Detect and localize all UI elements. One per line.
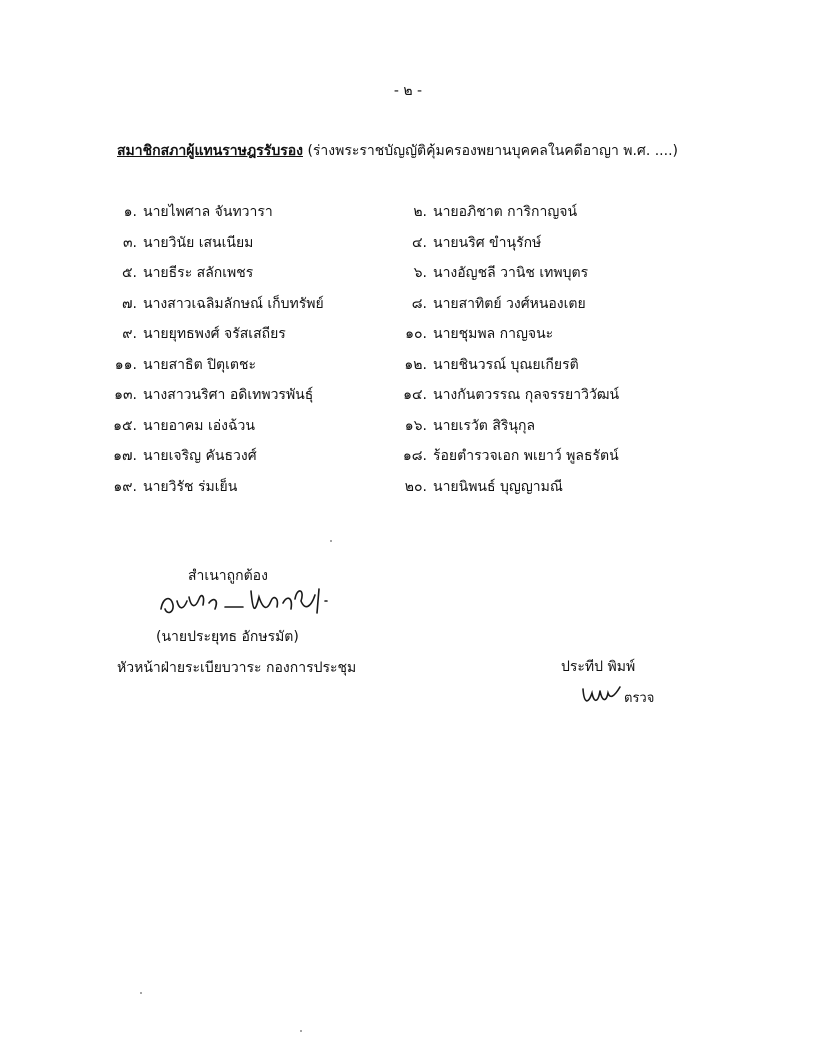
member-number: ๒. xyxy=(413,204,427,220)
heading-subtitle: (ร่างพระราชบัญญัติคุ้มครองพยานบุคคลในคดีอาญา พ.ศ. ....) xyxy=(307,143,678,159)
member-item xyxy=(387,293,586,315)
member-item xyxy=(387,415,535,437)
member-number: ๑๓. xyxy=(114,387,137,403)
member-name: นายชินวรณ์ บุณยเกียรติ xyxy=(433,356,579,373)
member-item xyxy=(387,262,588,284)
scan-speck xyxy=(330,540,332,542)
member-name: นางกันตวรรณ กุลจรรยาวิวัฒน์ xyxy=(433,387,620,403)
checker-note xyxy=(580,683,655,713)
member-name: นายสาทิตย์ วงศ์หนองเตย xyxy=(433,295,586,312)
member-name: นายวินัย เสนเนียม xyxy=(143,234,254,251)
member-item xyxy=(97,323,286,345)
member-item xyxy=(387,201,577,223)
member-number: ๙. xyxy=(122,326,137,342)
certification-label: สำเนาถูกต้อง xyxy=(188,568,268,584)
member-item xyxy=(97,445,257,467)
member-item xyxy=(387,384,619,406)
member-item xyxy=(387,354,579,376)
member-number: ๑. xyxy=(123,204,137,220)
member-name: นายอาคม เอ่งฉ้วน xyxy=(143,417,255,434)
member-name: นายเรวัต สิรินุกุล xyxy=(433,417,536,434)
member-name: นางอัญชลี วานิช เทพบุตร xyxy=(433,265,589,281)
member-number: ๘. xyxy=(411,295,427,312)
member-item xyxy=(97,262,253,284)
member-item xyxy=(387,232,541,254)
document-heading xyxy=(117,140,678,162)
member-name: นายสาธิต ปิตุเตชะ xyxy=(143,356,257,373)
member-item xyxy=(97,201,273,223)
certifier-title: หัวหน้าฝ่ายระเบียบวาระ กองการประชุม xyxy=(117,660,357,676)
member-item xyxy=(97,384,313,406)
member-number: ๕. xyxy=(121,265,137,281)
member-item xyxy=(387,445,619,467)
member-number: ๑๐. xyxy=(405,326,427,342)
member-name: นายวิรัช ร่มเย็น xyxy=(143,478,238,495)
member-name: นายอภิชาต การิกาญจน์ xyxy=(433,204,578,220)
certifier-name: (นายประยุทธ อักษรมัต) xyxy=(156,629,299,645)
member-name: ร้อยตำรวจเอก พเยาว์ พูลธรัตน์ xyxy=(433,448,619,464)
member-number: ๔. xyxy=(411,234,427,251)
member-number: ๓. xyxy=(122,234,137,251)
member-name: นายยุทธพงศ์ จรัสเสถียร xyxy=(143,326,286,342)
member-item xyxy=(97,415,255,437)
member-name: นายเจริญ คันธวงศ์ xyxy=(143,448,257,464)
member-number: ๑๕. xyxy=(113,417,137,434)
member-number: ๖. xyxy=(413,265,427,281)
member-number: ๑๗. xyxy=(113,448,137,464)
member-number: ๒๐. xyxy=(404,478,427,495)
certifier-signature xyxy=(155,583,355,623)
member-name: นายธีระ สลักเพชร xyxy=(143,265,254,281)
member-name: นางสาวนริศา อดิเทพวรพันธุ์ xyxy=(143,387,314,403)
checker-label: ตรวจ xyxy=(624,691,655,706)
member-name: นายไพศาล จันทวารา xyxy=(143,204,273,220)
member-name: นายนริศ ขำนุรักษ์ xyxy=(433,234,542,251)
member-item xyxy=(97,354,256,376)
member-item xyxy=(387,323,553,345)
member-item xyxy=(97,293,324,315)
member-number: ๑๙. xyxy=(113,478,137,495)
member-number: ๑๒. xyxy=(404,356,427,373)
member-name: นายนิพนธ์ บุญญามณี xyxy=(433,478,563,495)
checker-initials xyxy=(580,683,622,709)
member-name: นายชุมพล กาญจนะ xyxy=(433,326,554,342)
member-item xyxy=(387,476,563,498)
member-number: ๑๔. xyxy=(403,387,427,403)
page-number: - ๒ - xyxy=(393,83,423,99)
member-number: ๗. xyxy=(122,295,137,312)
member-number: ๑๖. xyxy=(404,417,427,434)
member-item xyxy=(97,232,253,254)
member-item xyxy=(97,476,237,498)
scan-speck xyxy=(300,1030,302,1032)
member-name: นางสาวเฉลิมลักษณ์ เก็บทรัพย์ xyxy=(143,295,324,312)
member-number: ๑๑. xyxy=(114,356,137,373)
typist-note: ประทีป พิมพ์ xyxy=(561,659,636,675)
member-number: ๑๘. xyxy=(402,448,427,464)
scan-speck xyxy=(140,992,142,994)
heading-title: สมาชิกสภาผู้แทนราษฎรรับรอง xyxy=(117,143,303,159)
